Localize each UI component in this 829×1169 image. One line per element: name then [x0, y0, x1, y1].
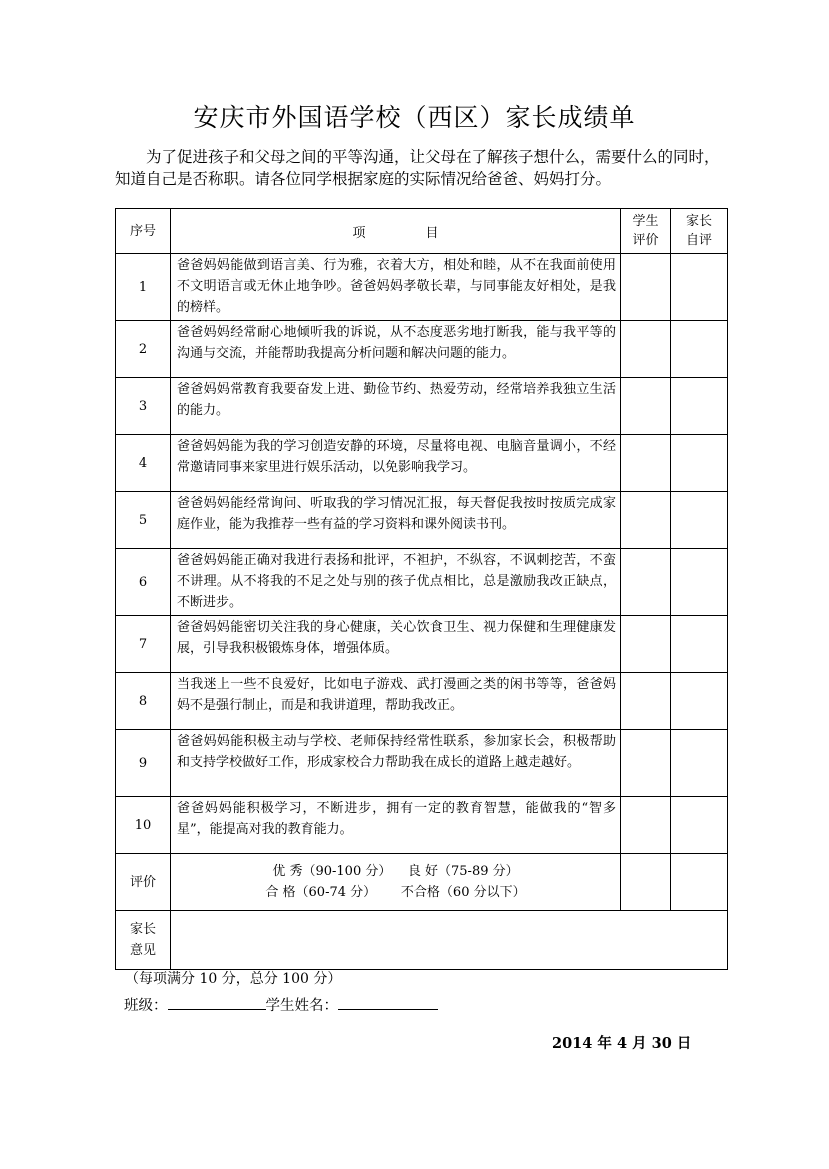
parent-score-cell[interactable] [671, 378, 728, 435]
opinion-label-line2: 意见 [129, 943, 156, 958]
page-title: 安庆市外国语学校（西区）家长成绩单 [193, 103, 636, 132]
table-row [116, 435, 728, 492]
row-number: 3 [116, 378, 171, 435]
row-item-text: 爸爸妈妈能积极主动与学校、老师保持经常性联系，参加家长会，积极帮助和支持学校做好工作，形成家校合力帮助我在成长的道路上越走越好。 [171, 730, 621, 797]
table-row [116, 549, 728, 616]
evaluation-scale-line2: 合 格（60-74 分） 不合格（60 分以下） [265, 885, 526, 900]
student-score-cell[interactable] [621, 673, 671, 730]
parent-score-cell[interactable] [671, 435, 728, 492]
row-number: 9 [116, 730, 171, 797]
row-item-text: 当我迷上一些不良爱好，比如电子游戏、武打漫画之类的闲书等等，爸爸妈妈不是强行制止，而是和我讲道理，帮助我改正。 [171, 673, 621, 730]
row-item-text: 爸爸妈妈能正确对我进行表扬和批评，不袒护，不纵容，不讽刺挖苦，不蛮不讲理。从不将我的不足之处与别的孩子优点相比，总是激励我改正缺点，不断进步。 [171, 549, 621, 616]
student-name-blank[interactable] [338, 993, 438, 1010]
table-row [116, 616, 728, 673]
student-score-cell[interactable] [621, 254, 671, 321]
parent-opinion-field[interactable] [171, 911, 728, 970]
table-header-row [116, 209, 728, 254]
header-student-eval [621, 209, 671, 254]
class-blank[interactable] [168, 993, 266, 1010]
student-info-line [124, 993, 438, 1017]
student-score-cell[interactable] [621, 321, 671, 378]
table-row [116, 492, 728, 549]
parent-score-cell[interactable] [671, 730, 728, 797]
student-score-cell[interactable] [621, 616, 671, 673]
student-name-label: 学生姓名： [265, 998, 338, 1014]
row-item-text: 爸爸妈妈经常耐心地倾听我的诉说，从不态度恶劣地打断我，能与我平等的沟通与交流，并能帮助我提高分析问题和解决问题的能力。 [171, 321, 621, 378]
table-row [116, 321, 728, 378]
student-score-cell[interactable] [621, 730, 671, 797]
row-number: 5 [116, 492, 171, 549]
row-item-text: 爸爸妈妈能为我的学习创造安静的环境，尽量将电视、电脑音量调小，不经常邀请同事来家里进行娱乐活动，以免影响我学习。 [171, 435, 621, 492]
header-parent-self [671, 209, 728, 254]
evaluation-label: 评价 [116, 854, 171, 911]
table-row [116, 254, 728, 321]
row-item-text: 爸爸妈妈能密切关注我的身心健康，关心饮食卫生、视力保健和生理健康发展，引导我积极锻炼身体，增强体质。 [171, 616, 621, 673]
row-number: 7 [116, 616, 171, 673]
row-item-text: 爸爸妈妈能经常询问、听取我的学习情况汇报，每天督促我按时按质完成家庭作业，能为我推荐一些有益的学习资料和课外阅读书刊。 [171, 492, 621, 549]
row-number: 1 [116, 254, 171, 321]
grade-table [115, 208, 728, 970]
opinion-label-line1: 家长 [129, 922, 156, 937]
student-score-cell[interactable] [621, 435, 671, 492]
header-item: 项目 [171, 209, 621, 254]
parent-score-cell[interactable] [671, 254, 728, 321]
row-number: 8 [116, 673, 171, 730]
header-student-line2: 评价 [632, 233, 659, 248]
header-number: 序号 [116, 209, 171, 254]
header-student-line1: 学生 [632, 214, 659, 229]
parent-score-cell[interactable] [671, 673, 728, 730]
header-parent-line1: 家长 [685, 214, 712, 229]
parent-score-cell[interactable] [671, 321, 728, 378]
table-row [116, 730, 728, 797]
student-score-cell[interactable] [621, 549, 671, 616]
opinion-row [116, 911, 728, 970]
table-row [116, 378, 728, 435]
student-score-cell[interactable] [621, 378, 671, 435]
row-number: 6 [116, 549, 171, 616]
parent-score-cell[interactable] [671, 492, 728, 549]
form-date: 2014 年 4 月 30 日 [552, 1035, 692, 1052]
intro-paragraph: 为了促进孩子和父母之间的平等沟通，让父母在了解孩子想什么，需要什么的同时，知道自己是否称职。请各位同学根据家庭的实际情况给爸爸、妈妈打分。 [115, 148, 720, 188]
row-item-text: 爸爸妈妈能积极学习，不断进步，拥有一定的教育智慧，能做我的“智多星”，能提高对我的教育能力。 [171, 797, 621, 854]
student-score-cell[interactable] [621, 797, 671, 854]
opinion-label [116, 911, 171, 970]
evaluation-row [116, 854, 728, 911]
parent-score-cell[interactable] [671, 616, 728, 673]
parent-evaluation-cell[interactable] [671, 854, 728, 911]
class-label: 班级： [124, 998, 168, 1014]
header-parent-line2: 自评 [685, 233, 712, 248]
row-item-text: 爸爸妈妈常教育我要奋发上进、勤俭节约、热爱劳动，经常培养我独立生活的能力。 [171, 378, 621, 435]
scoring-note: （每项满分 10 分，总分 100 分） [125, 971, 342, 987]
parent-score-cell[interactable] [671, 797, 728, 854]
row-number: 2 [116, 321, 171, 378]
row-item-text: 爸爸妈妈能做到语言美、行为雅，衣着大方，相处和睦，从不在我面前使用不文明语言或无休止地争吵。爸爸妈妈孝敬长辈，与同事能友好相处，是我的榜样。 [171, 254, 621, 321]
row-number: 4 [116, 435, 171, 492]
evaluation-scale-line1: 优 秀（90-100 分） 良 好（75-89 分） [272, 864, 519, 879]
table-row [116, 797, 728, 854]
row-number: 10 [116, 797, 171, 854]
student-evaluation-cell[interactable] [621, 854, 671, 911]
evaluation-scale [171, 854, 621, 911]
parent-score-cell[interactable] [671, 549, 728, 616]
table-row [116, 673, 728, 730]
student-score-cell[interactable] [621, 492, 671, 549]
